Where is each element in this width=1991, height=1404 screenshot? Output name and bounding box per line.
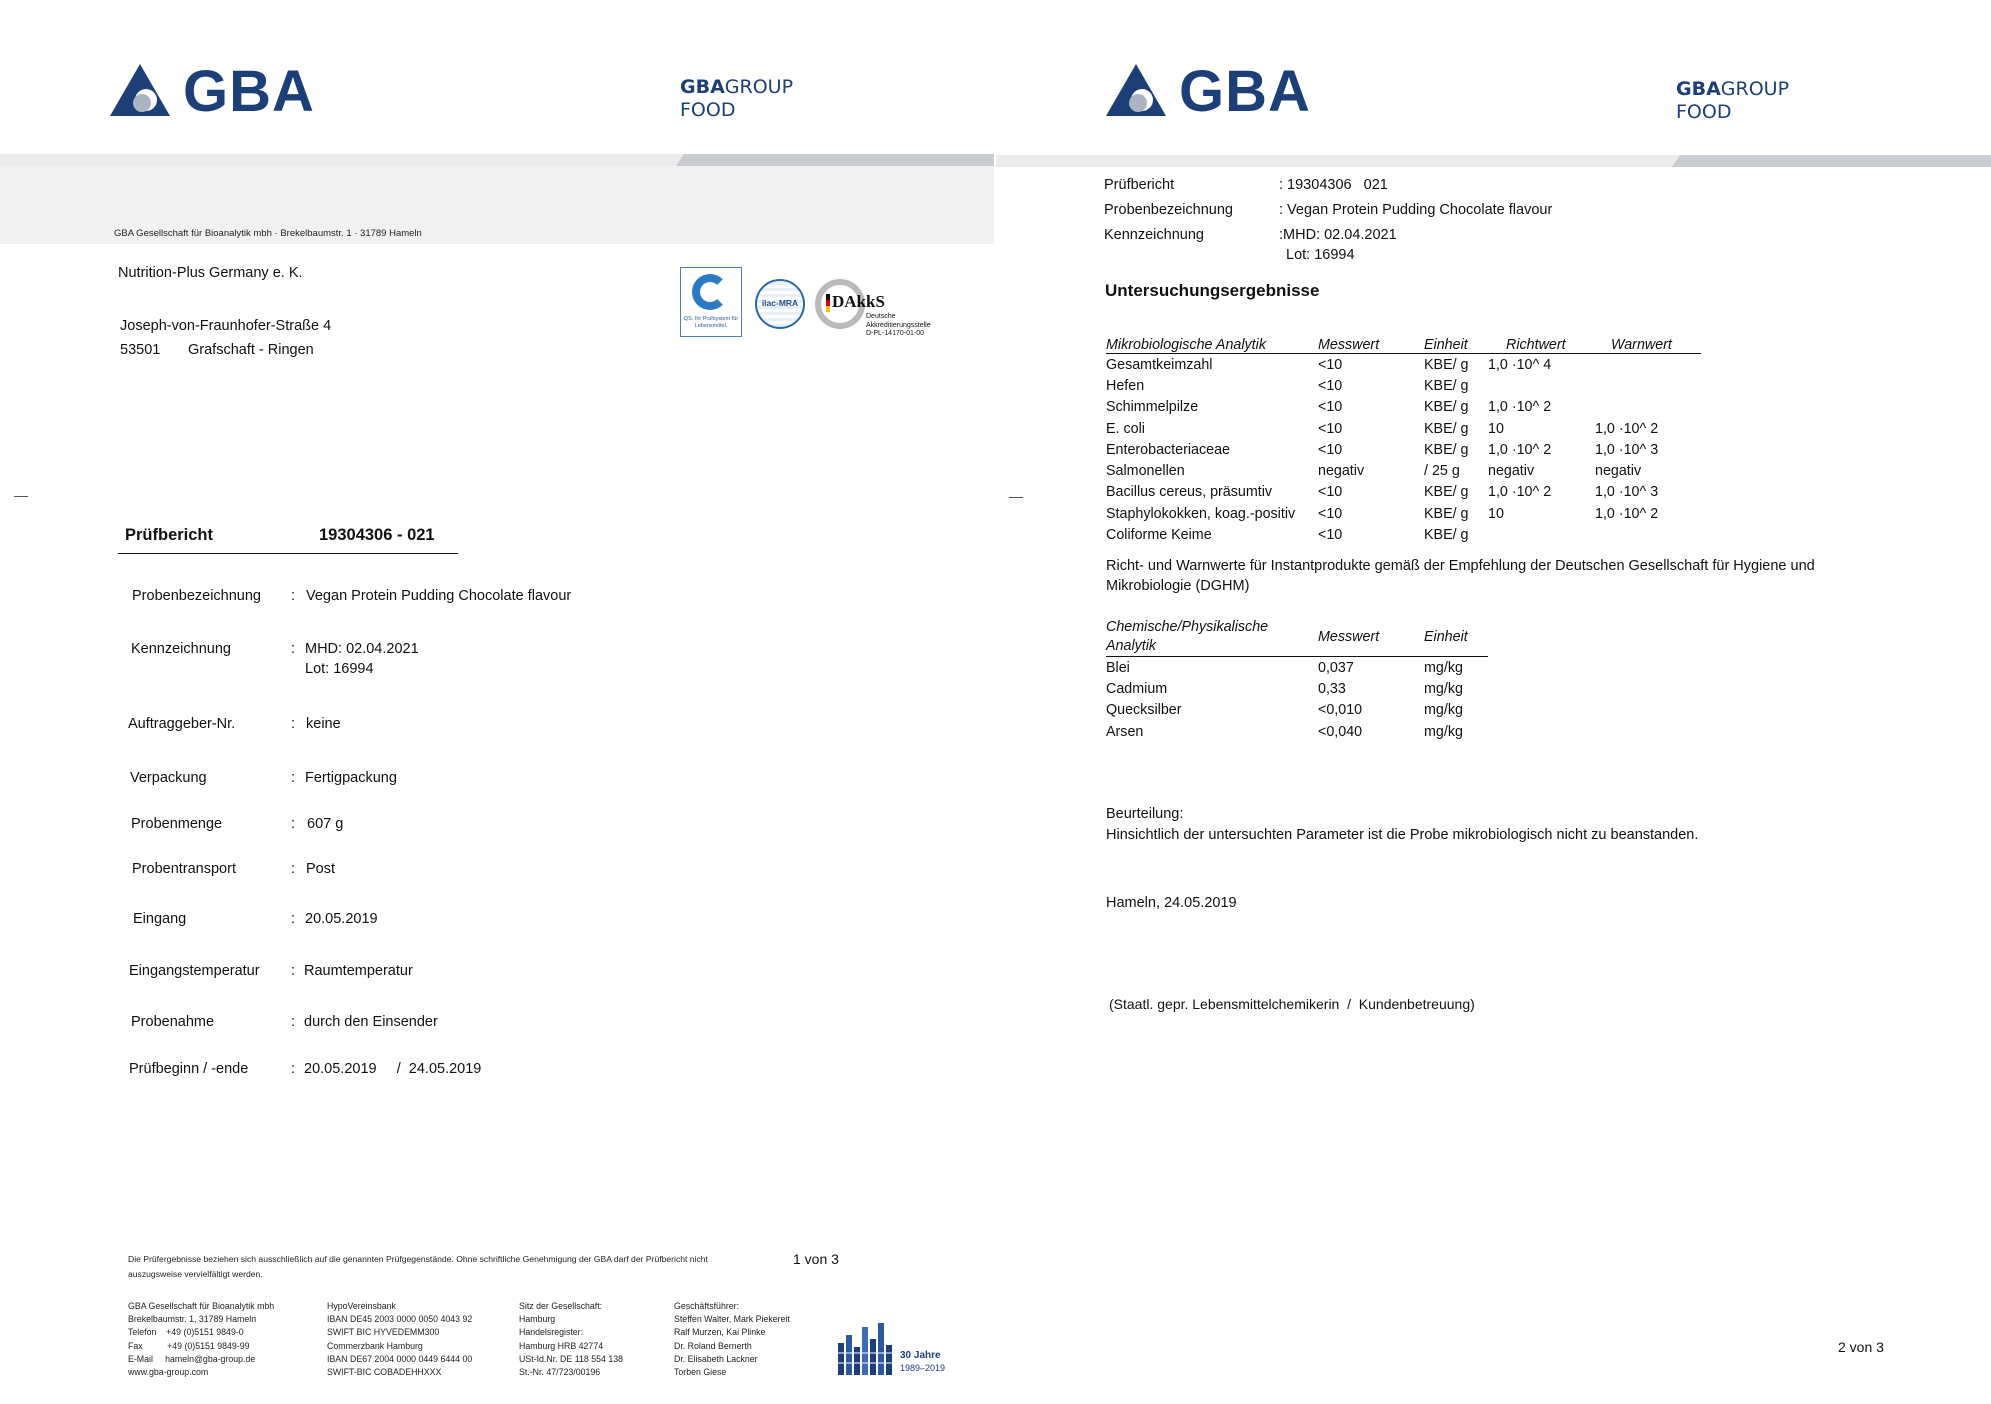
german-flag-icon — [826, 294, 830, 312]
page-number: 2 von 3 — [1838, 1339, 1884, 1355]
qs-logo-icon — [692, 274, 728, 310]
field-label: Probentransport — [132, 861, 236, 877]
footer-line: www.gba-group.com — [128, 1367, 209, 1378]
table-row — [1106, 439, 1701, 460]
table-cell: <10 — [1318, 377, 1343, 394]
field-value: keine — [306, 716, 341, 732]
field-label: Eingang — [133, 911, 187, 927]
dakks-mark-text — [866, 313, 931, 339]
table-cell: 10 — [1488, 505, 1504, 522]
footer-line: IBAN DE67 2004 0000 0449 6444 00 — [327, 1353, 473, 1364]
microbiology-table — [1106, 332, 1701, 546]
table-row — [1106, 482, 1701, 503]
table-cell: Quecksilber — [1106, 702, 1182, 719]
guideline-note: Richt- und Warnwerte für Instantprodukte gemäß der Empfehlung der Deutschen Gesellschaft für Hygiene und Mikrobiologie (DGHM) — [1106, 558, 1815, 594]
column-header: Einheit — [1424, 332, 1488, 354]
place-date: Hameln, 24.05.2019 — [1106, 895, 1237, 911]
table-cell: 0,33 — [1318, 680, 1346, 697]
table-cell — [1595, 354, 1701, 376]
chemistry-table — [1106, 618, 1488, 742]
footer-line: Brekelbaumstr. 1, 31789 Hameln — [128, 1314, 257, 1325]
report-page-2 — [996, 0, 1991, 1404]
header-value-line2: Lot: 16994 — [1286, 247, 1355, 263]
table-cell: KBE/ g — [1424, 377, 1469, 394]
gba-group-food-mark — [1676, 78, 1789, 124]
footer-line: Hamburg — [519, 1314, 556, 1325]
table-cell — [1488, 524, 1595, 545]
table-cell: KBE/ g — [1424, 399, 1469, 416]
group-prefix: GBA — [680, 76, 725, 98]
qs-mark-text: QS. Ihr Prüfsystem für Lebensmittel. — [683, 316, 739, 329]
footer-line: Ralf Murzen, Kai Plinke — [674, 1327, 766, 1338]
table-cell: negativ — [1595, 463, 1642, 480]
header-value: : Vegan Protein Pudding Chocolate flavour — [1279, 202, 1553, 218]
table-cell: Enterobacteriaceae — [1106, 441, 1230, 458]
table-cell: 1,0 ·10^ 2 — [1595, 420, 1659, 437]
table-cell: <10 — [1318, 399, 1343, 416]
signature-line: (Staatl. gepr. Lebensmittelchemikerin / Kundenbetreuung) — [1109, 996, 1475, 1012]
table-cell: 10 — [1488, 420, 1504, 437]
gba-logo — [1104, 59, 1324, 124]
footer-line: Handelsregister: — [519, 1327, 584, 1338]
table-cell: <10 — [1318, 420, 1343, 437]
table-cell: mg/kg — [1424, 659, 1463, 676]
field-colon: : — [291, 716, 296, 732]
header-stripe-accent — [676, 154, 994, 166]
table-cell: 1,0 ·10^ 2 — [1488, 441, 1552, 458]
column-header: Chemische/Physikalische Analytik — [1106, 618, 1318, 657]
table-row — [1106, 354, 1701, 376]
table-row — [1106, 678, 1488, 699]
field-value: 20.05.2019 — [305, 911, 378, 927]
table-cell: KBE/ g — [1424, 505, 1469, 522]
table-cell: mg/kg — [1424, 723, 1463, 740]
table-cell: Schimmelpilze — [1106, 399, 1199, 416]
footer-line: Commerzbank Hamburg — [327, 1340, 423, 1351]
ilac-mra-mark — [755, 279, 805, 329]
section-title: Untersuchungsergebnisse — [1105, 281, 1320, 300]
field-colon: : — [291, 641, 296, 657]
header-stripe-accent — [1672, 155, 1991, 167]
table-cell: Coliforme Keime — [1106, 527, 1212, 544]
table-cell: KBE/ g — [1424, 356, 1469, 373]
table-row — [1106, 418, 1701, 439]
header-label: Probenbezeichnung — [1104, 202, 1233, 218]
table-cell: KBE/ g — [1424, 527, 1469, 544]
table-cell: Bacillus cereus, präsumtiv — [1106, 484, 1273, 501]
column-header: Messwert — [1318, 618, 1424, 657]
footer-line: Hamburg HRB 42774 — [519, 1340, 604, 1351]
field-value-line2: Lot: 16994 — [305, 661, 374, 677]
gba-group-food-mark — [680, 76, 793, 122]
table-cell: 1,0 ·10^ 4 — [1488, 356, 1552, 373]
field-colon: : — [291, 911, 296, 927]
field-value: 607 g — [307, 816, 344, 832]
header-label: Prüfbericht — [1104, 177, 1175, 193]
footer-line: Steffen Walter, Mark Piekereit — [674, 1314, 790, 1325]
table-cell: Gesamtkeimzahl — [1106, 356, 1213, 373]
qs-certification-mark — [680, 267, 742, 337]
table-cell: KBE/ g — [1424, 441, 1469, 458]
table-row — [1106, 657, 1488, 679]
footer-line: SWIFT-BIC COBADEHHXXX — [327, 1367, 442, 1378]
dakks-line-1: Deutsche — [866, 313, 896, 320]
dakks-logo-word: DAkkS — [832, 292, 885, 311]
table-cell: 1,0 ·10^ 3 — [1595, 441, 1659, 458]
gba-triangle-icon — [1104, 62, 1168, 118]
gba-logo-word: GBA — [1179, 59, 1311, 124]
field-value: Raumtemperatur — [304, 963, 413, 979]
table-cell: <10 — [1318, 505, 1343, 522]
table-cell: KBE/ g — [1424, 420, 1469, 437]
table-row — [1106, 524, 1701, 545]
anniversary-title: 30 Jahre — [900, 1350, 941, 1361]
table-cell: negativ — [1488, 463, 1535, 480]
sender-line: GBA Gesellschaft für Bioanalytik mbh · Brekelbaumstr. 1 · 31789 Hameln — [114, 228, 422, 239]
table-row — [1106, 460, 1701, 481]
header-label: Kennzeichnung — [1104, 227, 1204, 243]
recipient-zip: 53501 — [120, 342, 161, 358]
disclaimer-text: Die Prüfergebnisse beziehen sich ausschließlich auf die genannten Prüfgegenstände. Ohne schriftliche Genehmigung der GBA darf der Prüfbericht nicht auszugsweise vervielfältigt werden. — [128, 1254, 708, 1279]
field-label: Eingangstemperatur — [129, 963, 260, 979]
field-colon: : — [291, 1061, 296, 1077]
table-header-row — [1106, 618, 1488, 657]
field-value: 20.05.2019 / 24.05.2019 — [304, 1061, 482, 1077]
gba-logo-word: GBA — [183, 59, 315, 124]
table-cell: Blei — [1106, 659, 1130, 676]
footer-bank-col — [327, 1300, 472, 1379]
table-cell: <10 — [1318, 356, 1343, 373]
dakks-line-2: Akkreditierungsstelle — [866, 321, 931, 329]
table-cell: 0,037 — [1318, 659, 1354, 676]
field-label: Verpackung — [130, 770, 207, 786]
field-colon: : — [291, 816, 296, 832]
field-colon: : — [291, 861, 296, 877]
footer-line: GBA Gesellschaft für Bioanalytik mbh — [128, 1301, 275, 1311]
table-cell: mg/kg — [1424, 702, 1463, 719]
field-colon: : — [291, 963, 296, 979]
report-label: Prüfbericht — [125, 526, 214, 544]
table-cell: negativ — [1318, 463, 1365, 480]
header-value: :MHD: 02.04.2021 — [1279, 227, 1397, 243]
table-cell: 1,0 ·10^ 3 — [1595, 484, 1659, 501]
table-cell: Arsen — [1106, 723, 1144, 740]
table-cell: 1,0 ·10^ 2 — [1595, 505, 1659, 522]
field-label: Kennzeichnung — [131, 641, 231, 657]
table-cell: mg/kg — [1424, 680, 1463, 697]
table-cell: Hefen — [1106, 377, 1145, 394]
table-row — [1106, 503, 1701, 524]
table-cell: KBE/ g — [1424, 484, 1469, 501]
group-food-line: FOOD — [1676, 101, 1732, 123]
table-cell — [1488, 375, 1595, 396]
table-cell: Staphylokokken, koag.-positiv — [1106, 505, 1296, 522]
column-header: Messwert — [1318, 332, 1424, 354]
footer-company-col — [128, 1300, 274, 1379]
table-cell: / 25 g — [1424, 463, 1460, 480]
footer-line: SWIFT BIC HYVEDEMM300 — [327, 1327, 440, 1338]
anniversary-building-icon — [838, 1323, 896, 1375]
column-header: Mikrobiologische Analytik — [1106, 332, 1318, 354]
footer-line: Fax +49 (0)5151 9849-99 — [128, 1340, 250, 1351]
table-cell: <10 — [1318, 527, 1343, 544]
field-value: Post — [306, 861, 336, 877]
recipient-city: Grafschaft - Ringen — [188, 342, 314, 358]
field-colon: : — [291, 1014, 296, 1030]
group-prefix: GBA — [1676, 78, 1721, 100]
field-label: Probenmenge — [131, 816, 223, 832]
table-cell — [1595, 375, 1701, 396]
field-label: Prüfbeginn / -ende — [129, 1061, 249, 1077]
table-row — [1106, 397, 1701, 418]
report-number: 19304306 - 021 — [319, 526, 435, 544]
footer-line: St.-Nr. 47/723/00196 — [519, 1367, 601, 1378]
footer-line: E-Mail hameln@gba-group.de — [128, 1353, 256, 1364]
recipient-name: Nutrition-Plus Germany e. K. — [118, 265, 303, 281]
footer-line: Telefon +49 (0)5151 9849-0 — [128, 1327, 244, 1338]
table-header-row — [1106, 332, 1701, 354]
table-row — [1106, 700, 1488, 721]
assessment-text: Hinsichtlich der untersuchten Parameter ist die Probe mikrobiologisch nicht zu beanstanden. — [1106, 827, 1699, 843]
footer-line: IBAN DE45 2003 0000 0050 4043 92 — [327, 1314, 473, 1325]
table-cell: 1,0 ·10^ 2 — [1488, 399, 1552, 416]
table-cell: <0,010 — [1318, 702, 1363, 719]
field-colon: : — [291, 770, 296, 786]
field-value: durch den Einsender — [304, 1014, 438, 1030]
page-number: 1 von 3 — [793, 1251, 839, 1267]
group-food-line: FOOD — [680, 99, 736, 121]
gba-logo — [108, 59, 328, 124]
footer-line: USt-Id.Nr. DE 118 554 138 — [519, 1353, 623, 1364]
table-row — [1106, 375, 1701, 396]
footer-line: Sitz der Gesellschaft: — [519, 1301, 603, 1311]
table-cell: <0,040 — [1318, 723, 1363, 740]
column-header: Einheit — [1424, 618, 1488, 657]
dakks-line-3: D-PL-14170-01-00 — [866, 330, 924, 337]
recipient-street: Joseph-von-Fraunhofer-Straße 4 — [120, 318, 332, 334]
group-suffix: GROUP — [724, 76, 794, 98]
table-cell: <10 — [1318, 441, 1343, 458]
footer-line: Geschäftsführer: — [674, 1301, 740, 1311]
table-cell: Cadmium — [1106, 680, 1168, 697]
table-cell — [1595, 524, 1701, 545]
footer-line: Torben Giese — [674, 1367, 727, 1378]
field-label: Auftraggeber-Nr. — [128, 716, 236, 732]
footer-line: Dr. Elisabeth Lackner — [674, 1353, 758, 1364]
assessment-label: Beurteilung: — [1106, 806, 1184, 822]
field-colon: : — [291, 588, 296, 604]
fold-mark — [1009, 497, 1023, 498]
field-label: Probenbezeichnung — [132, 588, 261, 604]
table-cell — [1595, 397, 1701, 418]
group-suffix: GROUP — [1720, 78, 1790, 100]
field-value: Vegan Protein Pudding Chocolate flavour — [306, 588, 572, 604]
footer-management-col — [674, 1300, 790, 1379]
gba-triangle-icon — [108, 62, 172, 118]
table-row — [1106, 721, 1488, 742]
footer-line: Dr. Roland Bernerth — [674, 1340, 752, 1351]
footer-registry-col — [519, 1300, 623, 1379]
table-cell: Salmonellen — [1106, 463, 1185, 480]
table-cell: E. coli — [1106, 420, 1145, 437]
fold-mark — [14, 496, 28, 497]
ilac-mark-text: ilac-MRA — [761, 298, 799, 308]
field-value: MHD: 02.04.2021 — [305, 641, 419, 657]
anniversary-years: 1989–2019 — [900, 1363, 946, 1373]
table-cell: <10 — [1318, 484, 1343, 501]
field-label: Probenahme — [131, 1014, 215, 1030]
column-header: Warnwert — [1595, 332, 1701, 354]
report-underline — [118, 553, 458, 554]
table-cell: 1,0 ·10^ 2 — [1488, 484, 1552, 501]
column-header: Richtwert — [1488, 332, 1595, 354]
field-value: Fertigpackung — [305, 770, 397, 786]
header-value: : 19304306 021 — [1279, 177, 1388, 193]
report-page-1 — [0, 0, 994, 1404]
footer-line: HypoVereinsbank — [327, 1301, 396, 1311]
